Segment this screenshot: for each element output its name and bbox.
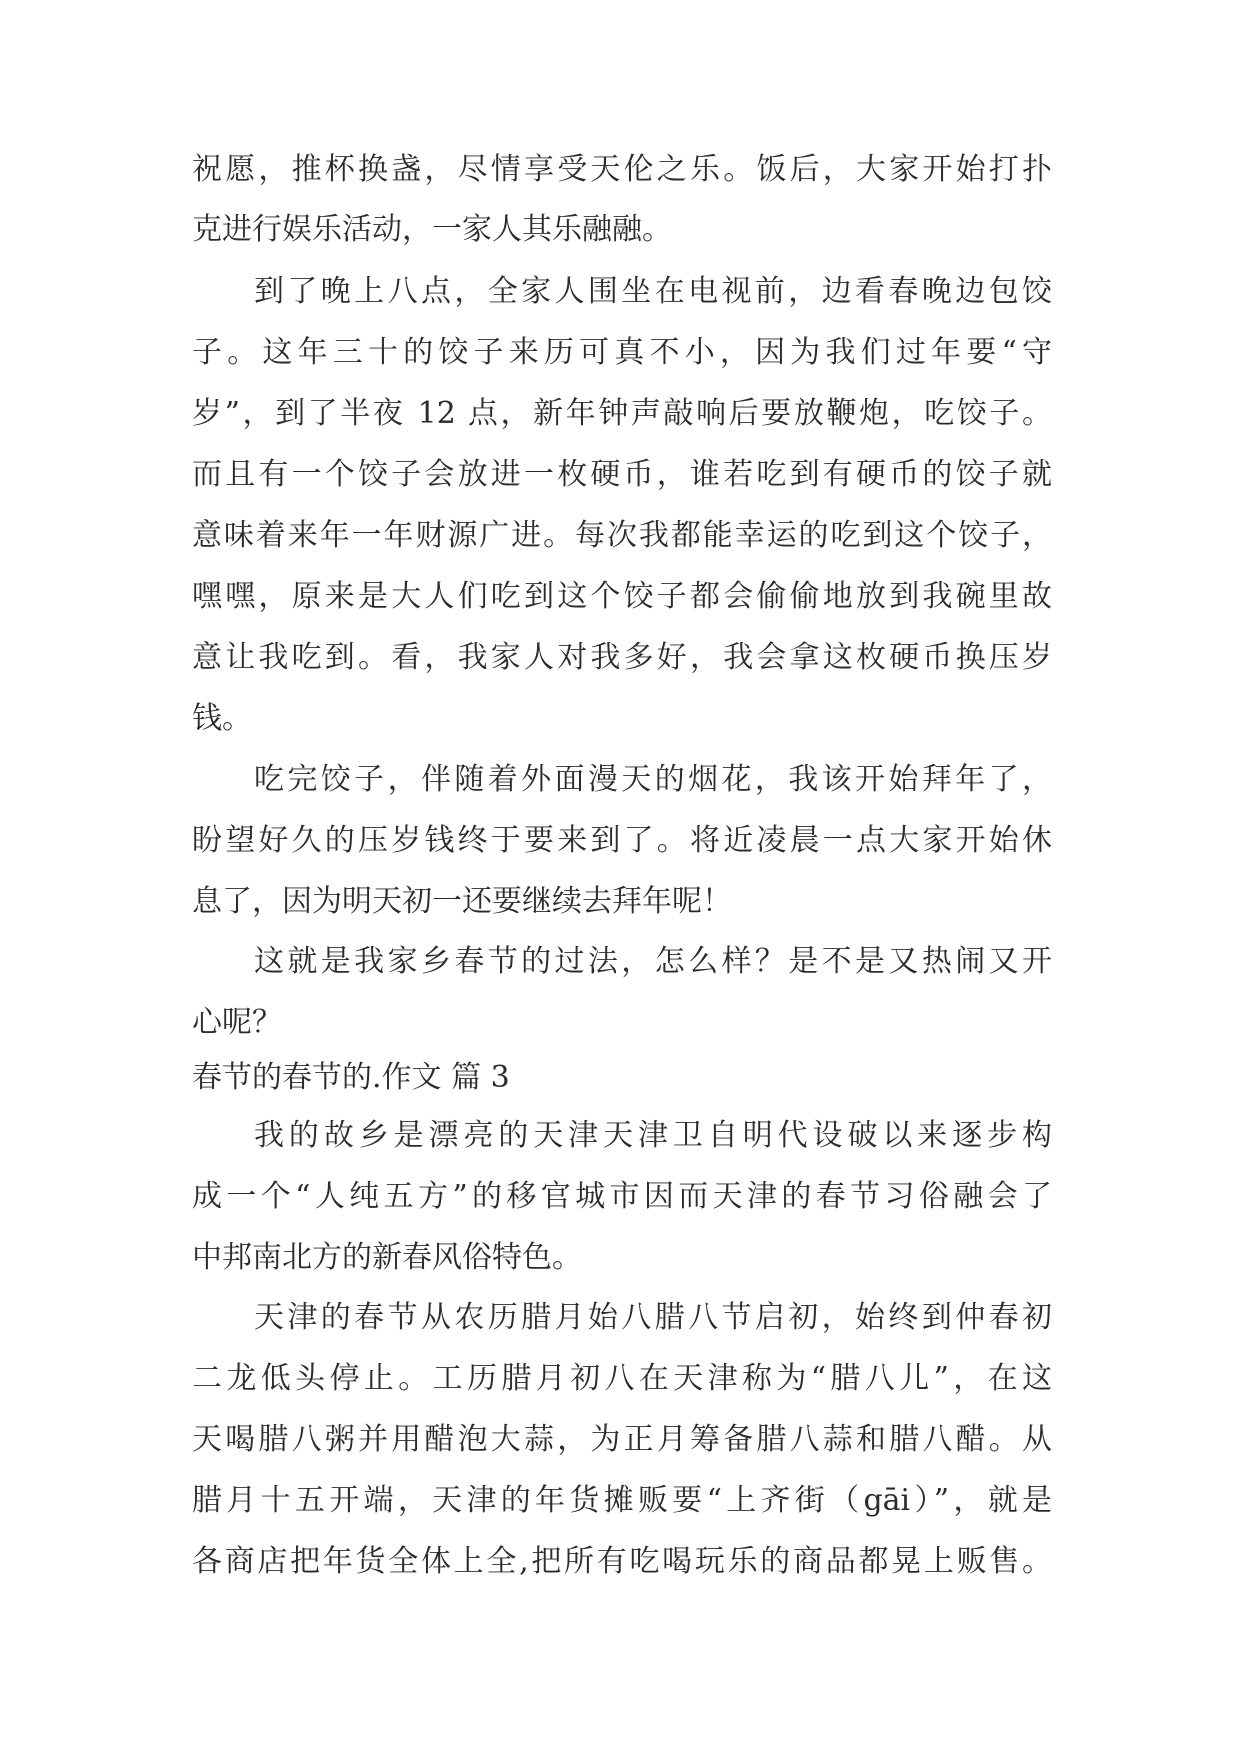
- text-line: 岁”，到了半夜 12 点，新年钟声敲响后要放鞭炮，吃饺子。: [192, 396, 1052, 431]
- text-line: 到了晚上八点，全家人围坐在电视前，边看春晚边包饺: [254, 274, 1052, 309]
- text-line: 嘿嘿，原来是大人们吃到这个饺子都会偷偷地放到我碗里故: [192, 579, 1052, 614]
- text-line: 盼望好久的压岁钱终于要来到了。将近凌晨一点大家开始休: [192, 823, 1052, 858]
- text-line: 意让我吃到。看，我家人对我多好，我会拿这枚硬币换压岁: [192, 640, 1052, 675]
- text-line: 二龙低头停止。工历腊月初八在天津称为“腊八儿”，在这: [192, 1361, 1052, 1396]
- text-line: 息了，因为明天初一还要继续去拜年呢！: [192, 884, 732, 919]
- text-line: 这就是我家乡春节的过法，怎么样？是不是又热闹又开: [254, 944, 1052, 979]
- text-line: 我的故乡是漂亮的天津天津卫自明代设破以来逐步构: [254, 1118, 1052, 1153]
- text-line: 意味着来年一年财源广进。每次我都能幸运的吃到这个饺子，: [192, 518, 1052, 553]
- text-line: 而且有一个饺子会放进一枚硬币，谁若吃到有硬币的饺子就: [192, 457, 1052, 492]
- text-line: 钱。: [192, 701, 252, 736]
- text-line: 心呢？: [192, 1005, 282, 1040]
- section-heading: 春节的春节的.作文 篇 3: [192, 1060, 510, 1095]
- text-line: 成一个“人纯五方”的移官城市因而天津的春节习俗融会了: [192, 1179, 1052, 1214]
- text-line: 天喝腊八粥并用醋泡大蒜，为正月筹备腊八蒜和腊八醋。从: [192, 1422, 1052, 1457]
- text-line: 中邦南北方的新春风俗特色。: [192, 1240, 582, 1275]
- text-line: 克进行娱乐活动，一家人其乐融融。: [192, 212, 672, 247]
- text-line: 天津的春节从农历腊月始八腊八节启初，始终到仲春初: [254, 1300, 1052, 1335]
- text-line: 祝愿，推杯换盏，尽情享受天伦之乐。饭后，大家开始打扑: [192, 152, 1052, 187]
- text-line: 各商店把年货全体上全,把所有吃喝玩乐的商品都晃上贩售。: [192, 1544, 1052, 1579]
- text-line: 子。这年三十的饺子来历可真不小，因为我们过年要“守: [192, 335, 1052, 370]
- text-line: 吃完饺子，伴随着外面漫天的烟花，我该开始拜年了，: [254, 762, 1052, 797]
- text-line: 腊月十五开端，天津的年货摊贩要“上齐街（gāi）”，就是: [192, 1483, 1052, 1518]
